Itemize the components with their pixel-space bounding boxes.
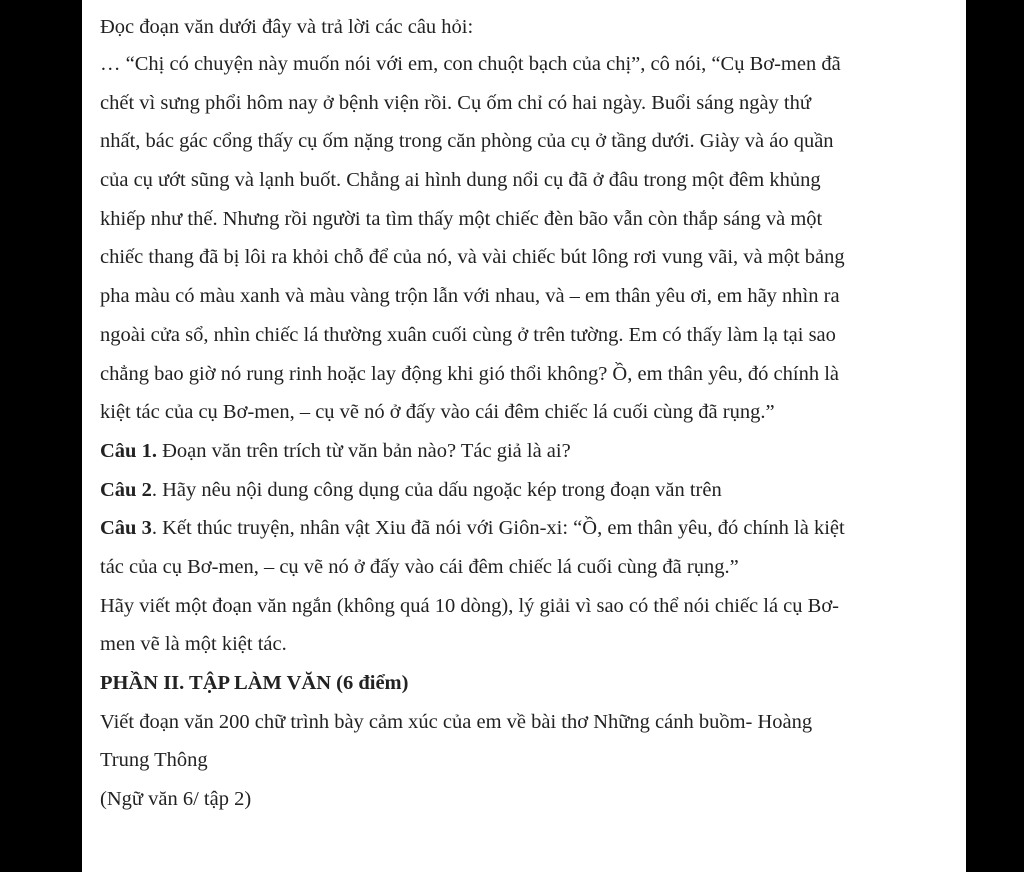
question-3-label: Câu 3	[100, 517, 152, 540]
passage-line: ngoài cửa sổ, nhìn chiếc lá thường xuân cuối cùng ở trên tường. Em có thấy làm lạ tại sao	[100, 323, 836, 346]
question-2-text: . Hãy nêu nội dung công dụng của dấu ngoặc kép trong đoạn văn trên	[151, 478, 722, 501]
part-2-heading: PHẦN II. TẬP LÀM VĂN (6 điểm)	[100, 672, 409, 694]
passage-line: của cụ ướt sũng và lạnh buốt. Chẳng ai hình dung nổi cụ đã ở đâu trong một đêm khủng	[100, 169, 821, 192]
intro-line: Đọc đoạn văn dưới đây và trả lời các câu hỏi:	[100, 16, 474, 38]
part-2-source: (Ngữ văn 6/ tập 2)	[100, 788, 252, 811]
question-1-label: Câu 1.	[100, 439, 157, 462]
question-3-text: . Kết thúc truyện, nhân vật Xiu đã nói với Giôn-xi: “Ồ, em thân yêu, đó chính là kiệt	[151, 517, 845, 540]
part-2-task-continuation: Trung Thông	[100, 749, 208, 772]
passage-line: khiếp như thế. Nhưng rồi người ta tìm thấy một chiếc đèn bão vẫn còn thắp sáng và một	[100, 207, 823, 230]
question-1	[100, 432, 950, 471]
question-2	[100, 471, 950, 510]
passage-line: chẳng bao giờ nó rung rinh hoặc lay động khi gió thổi không? Ồ, em thân yêu, đó chính là	[100, 362, 840, 385]
passage-line: pha màu có màu xanh và màu vàng trộn lẫn với nhau, và – em thân yêu ơi, em hãy nhìn ra	[100, 285, 840, 308]
part-2-task: Viết đoạn văn 200 chữ trình bày cảm xúc của em về bài thơ Những cánh buồm- Hoàng	[100, 710, 813, 733]
document-content	[100, 10, 950, 819]
question-3	[100, 509, 950, 548]
passage-line: chiếc thang đã bị lôi ra khỏi chỗ để của nó, và vài chiếc bút lông rơi vung vãi, và một bảng	[100, 246, 845, 269]
question-1-text: Đoạn văn trên trích từ văn bản nào? Tác giả là ai?	[156, 439, 571, 462]
passage-line: kiệt tác của cụ Bơ-men, – cụ vẽ nó ở đấy vào cái đêm chiếc lá cuối cùng đã rụng.”	[100, 401, 775, 424]
passage-line: nhất, bác gác cổng thấy cụ ốm nặng trong căn phòng của cụ ở tầng dưới. Giày và áo quần	[100, 130, 834, 153]
question-3-task: Hãy viết một đoạn văn ngắn (không quá 10 dòng), lý giải vì sao có thể nói chiếc lá cụ Bơ-	[100, 594, 839, 617]
passage	[100, 45, 950, 432]
question-3-task-continuation: men vẽ là một kiệt tác.	[100, 633, 287, 656]
question-3-continuation: tác của cụ Bơ-men, – cụ vẽ nó ở đấy vào cái đêm chiếc lá cuối cùng đã rụng.”	[100, 555, 739, 578]
passage-line: … “Chị có chuyện này muốn nói với em, con chuột bạch của chị”, cô nói, “Cụ Bơ-men đã	[100, 53, 841, 75]
passage-line: chết vì sưng phổi hôm nay ở bệnh viện rồi. Cụ ốm chỉ có hai ngày. Buổi sáng ngày thứ	[100, 91, 811, 114]
document-page	[82, 0, 966, 872]
question-2-label: Câu 2	[100, 478, 152, 501]
